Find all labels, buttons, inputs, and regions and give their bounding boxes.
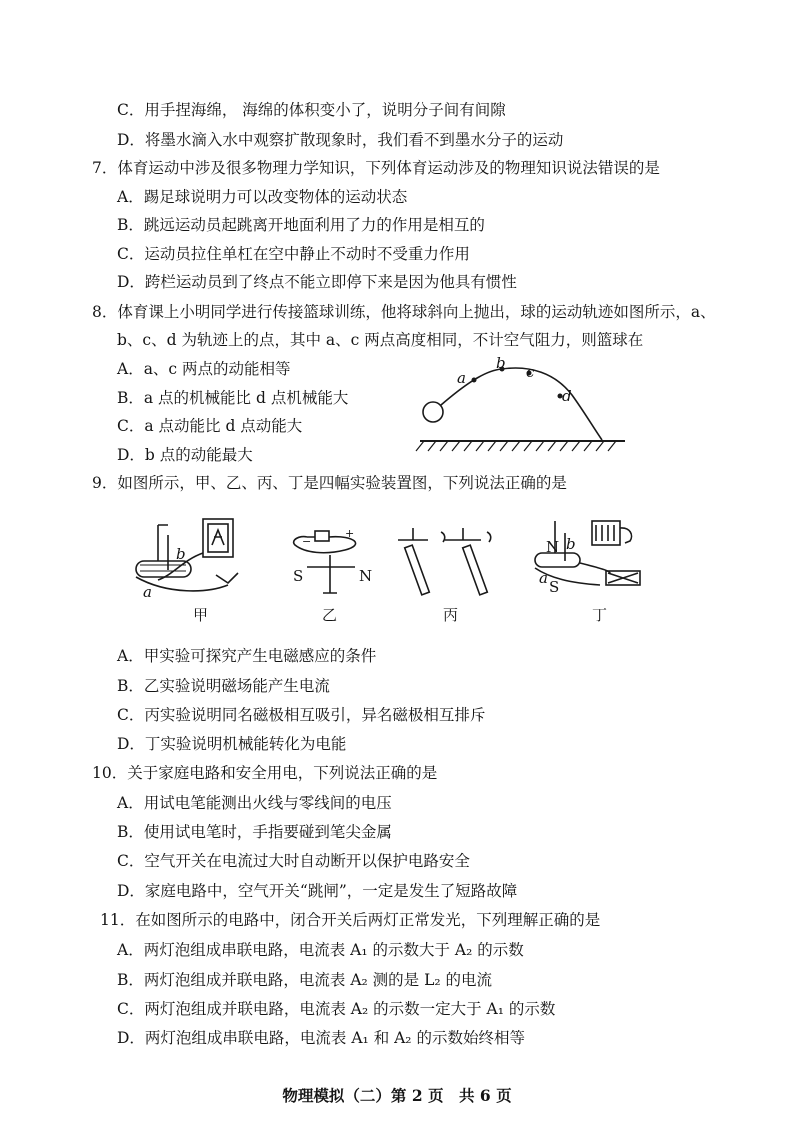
yi-label-n: N <box>359 567 373 585</box>
figure-ding <box>530 513 650 603</box>
q8-option-b: B．a 点的机械能比 d 点机械能大 <box>117 389 349 407</box>
q10-stem: 10．关于家庭电路和安全用电，下列说法正确的是 <box>92 764 438 782</box>
caption-ding: 丁 <box>592 606 608 624</box>
ding-label-s: S <box>549 578 560 596</box>
point-a <box>472 378 477 383</box>
jia-label-b: b <box>176 545 186 563</box>
q9-option-c: C．丙实验说明同名磁极相互吸引，异名磁极相互排斥 <box>117 706 486 724</box>
q8-option-d: D．b 点的动能最大 <box>117 446 253 464</box>
ding-label-a: a <box>539 569 548 587</box>
q11-option-c: C．两灯泡组成并联电路，电流表 A₂ 的示数一定大于 A₁ 的示数 <box>117 1000 556 1018</box>
q11-option-d: D．两灯泡组成串联电路，电流表 A₁ 和 A₂ 的示数始终相等 <box>117 1029 525 1047</box>
caption-jia: 甲 <box>193 606 209 624</box>
q8-option-c: C．a 点动能比 d 点动能大 <box>117 417 303 435</box>
figure-yi <box>285 525 385 605</box>
q6-option-c: C．用手捏海绵， 海绵的体积变小了，说明分子间有间隙 <box>117 101 506 119</box>
q7-option-b: B．跳远运动员起跳离开地面利用了力的作用是相互的 <box>117 216 485 234</box>
label-c: c <box>526 363 535 381</box>
yi-plus-sign: + <box>345 527 355 540</box>
yi-minus-sign: − <box>302 535 312 548</box>
q10-option-a: A．用试电笔能测出火线与零线间的电压 <box>117 794 392 812</box>
label-d: d <box>562 387 572 405</box>
q10-option-c: C．空气开关在电流过大时自动断开以保护电路安全 <box>117 852 470 870</box>
q9-option-d: D．丁实验说明机械能转化为电能 <box>117 735 347 753</box>
q11-stem: 11．在如图所示的电路中，闭合开关后两灯正常发光，下列理解正确的是 <box>100 911 601 929</box>
q10-option-d: D．家庭电路中，空气开关“跳闸”，一定是发生了短路故障 <box>117 882 518 900</box>
q8-stem-line2: b、c、d 为轨迹上的点，其中 a、c 两点高度相同，不计空气阻力，则篮球在 <box>117 331 644 349</box>
q9-stem: 9．如图所示，甲、乙、丙、丁是四幅实验装置图，下列说法正确的是 <box>92 474 567 492</box>
q7-option-a: A．踢足球说明力可以改变物体的运动状态 <box>117 188 408 206</box>
basketball-icon <box>423 402 443 422</box>
q7-option-d: D．跨栏运动员到了终点不能立即停下来是因为他具有惯性 <box>117 273 517 291</box>
q10-option-b: B．使用试电笔时，手指要碰到笔尖金属 <box>117 823 392 841</box>
q9-option-b: B．乙实验说明磁场能产生电流 <box>117 677 330 695</box>
label-b: b <box>496 354 506 372</box>
yi-label-s: S <box>293 567 304 585</box>
page-footer: 物理模拟（二）第 2 页 共 6 页 <box>282 1086 512 1105</box>
caption-bing: 丙 <box>443 606 459 624</box>
jia-label-a: a <box>143 583 152 601</box>
caption-yi: 乙 <box>322 606 338 624</box>
q7-option-c: C．运动员拉住单杠在空中静止不动时不受重力作用 <box>117 245 470 263</box>
q8-stem-line1: 8．体育课上小明同学进行传接篮球训练，他将球斜向上抛出，球的运动轨迹如图所示，a、 <box>92 303 716 321</box>
q11-option-b: B．两灯泡组成并联电路，电流表 A₂ 测的是 L₂ 的电流 <box>117 971 493 989</box>
figure-bing <box>383 520 503 600</box>
q11-option-a: A．两灯泡组成串联电路，电流表 A₁ 的示数大于 A₂ 的示数 <box>117 941 524 959</box>
q8-option-a: A．a、c 两点的动能相等 <box>117 360 291 378</box>
label-a: a <box>457 369 466 387</box>
ding-label-b: b <box>566 535 576 553</box>
ding-label-n: N <box>546 538 560 556</box>
q6-option-d: D．将墨水滴入水中观察扩散现象时，我们看不到墨水分子的运动 <box>117 131 564 149</box>
q7-stem: 7．体育运动中涉及很多物理力学知识，下列体育运动涉及的物理知识说法错误的是 <box>92 159 660 177</box>
q9-option-a: A．甲实验可探究产生电磁感应的条件 <box>117 647 377 665</box>
q8-trajectory-figure <box>410 355 630 465</box>
